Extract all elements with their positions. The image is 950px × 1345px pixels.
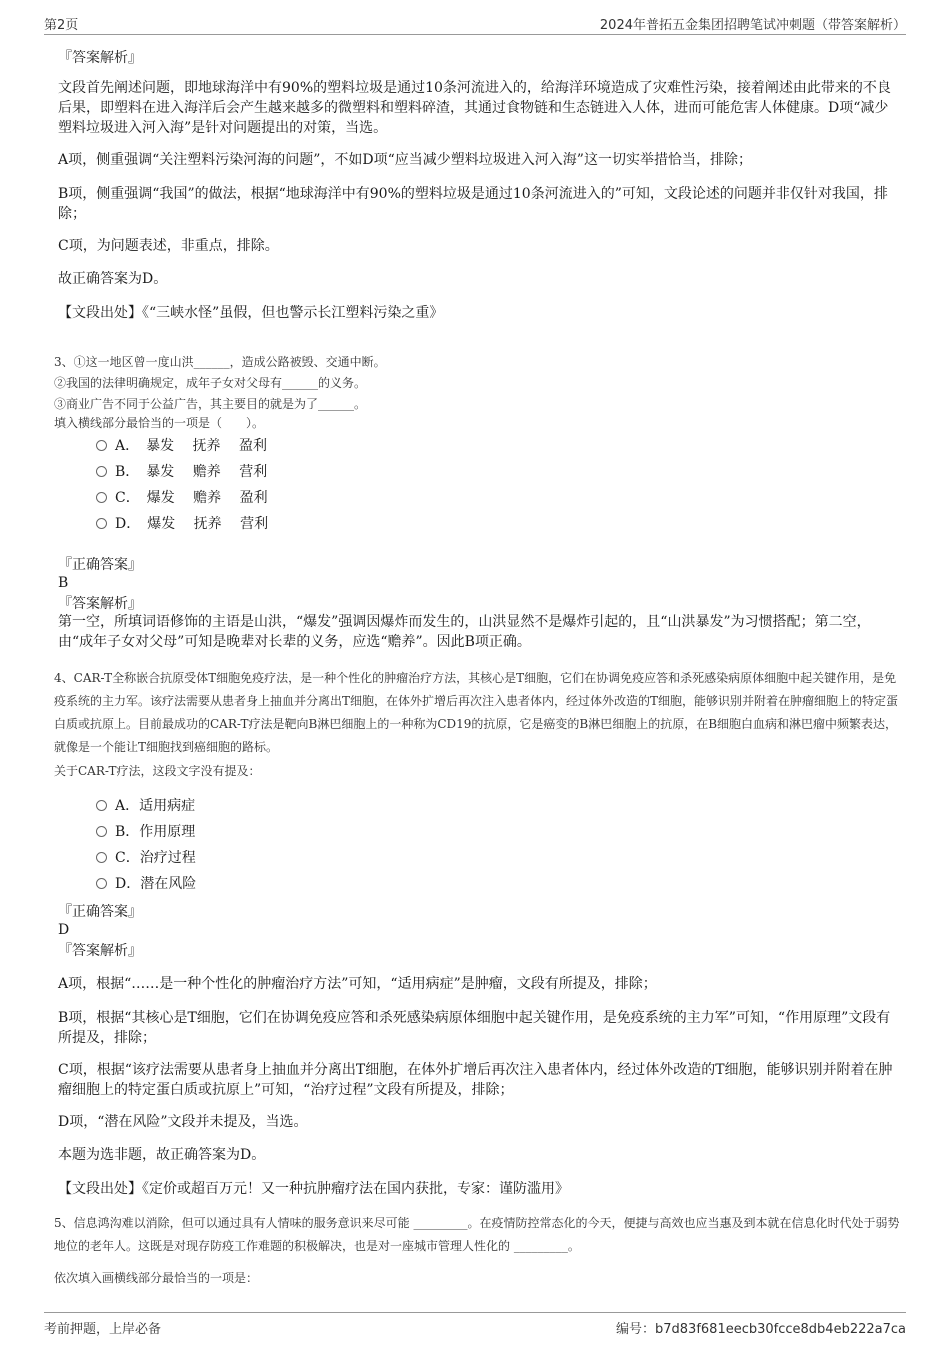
q4-passage: 4、CAR-T全称嵌合抗原受体T细胞免疫疗法，是一种个性化的肿瘤治疗方法，其核心是T细胞，它们在协调免疫应答和杀死感染病原体细胞中起关键作用，是免疫系统的主力军。该疗法需要从患者身上抽血并分离出T细胞，在体外扩增后再次注入患者体内，经过体外改造的T细胞，能够识别并附着在肿瘤细胞上的特定蛋白质或抗原上。目前最成功的CAR-T疗法是靶向B淋巴细胞上的一种称为CD19的抗原，它是癌变的B淋巴细胞上的抗原，在B细胞白血病和淋巴瘤中频繁表达，就像是一个能让T细胞找到癌细胞的路标。: [54, 671, 899, 754]
q2-analysis: 文段首先阐述问题，即地球海洋中有90%的塑料垃圾是通过10条河流进入的，给海洋环境造成了灾难性污染，接着阐述由此带来的不良后果，即塑料在进入海洋后会产生越来越多的微塑料和塑料碎渣，其通过食物链和生态链进入人体，进而可能危害人体健康。D项“减少塑料垃圾进入河入海”是针对问题提出的对策，当选。: [58, 80, 891, 136]
q2-analysis-label: 『答案解析』: [58, 50, 142, 66]
radio-icon[interactable]: [96, 852, 107, 863]
q3-option-a[interactable]: A． 暴发 抚养 盈利: [96, 436, 267, 456]
q2-option-a-analysis: A项，侧重强调“关注塑料污染河海的问题”，不如D项“应当减少塑料垃圾进入河入海”这一切实举措恰当，排除；: [58, 152, 752, 168]
q3-line-1: 3、①这一地区曾一度山洪______，造成公路被毁、交通中断。: [54, 355, 386, 369]
radio-icon[interactable]: [96, 518, 107, 529]
q4-option-d-analysis: D项，“潜在风险”文段并未提及，当选。: [58, 1114, 308, 1130]
q4-source: 【文段出处】《定价或超百万元！又一种抗肿瘤疗法在国内获批，专家：谨防滥用》: [58, 1181, 569, 1197]
q4-correct-answer: D: [58, 922, 70, 938]
radio-icon[interactable]: [96, 878, 107, 889]
q4-option-a[interactable]: A．适用病症: [96, 796, 195, 816]
q4-option-b[interactable]: B．作用原理: [96, 822, 195, 842]
q2-option-b-analysis: B项，侧重强调“我国”的做法，根据“地球海洋中有90%的塑料垃圾是通过10条河流进入的”可知，文段论述的问题并非仅针对我国，排除；: [58, 186, 888, 222]
q3-option-d[interactable]: D． 爆发 抚养 营利: [96, 514, 268, 534]
page-header: [44, 12, 906, 35]
q4-analysis-label: 『答案解析』: [58, 943, 142, 959]
q2-option-c-analysis: C项，为问题表述，非重点，排除。: [58, 238, 279, 254]
page-number: 第2页: [44, 18, 79, 33]
q3-line-3: ③商业广告不同于公益广告，其主要目的就是为了______。: [54, 397, 367, 411]
q5-passage: 5、信息鸿沟难以消除，但可以通过具有人情味的服务意识来尽可能 _________。在疫情防控常态化的今天，便捷与高效也应当惠及到本就在信息化时代处于弱势地位的老年人。这既是对现存防疫工作难题的积极解决，也是对一座城市管理人性化的 _________。: [54, 1216, 900, 1253]
q4-answer: 本题为选非题，故正确答案为D。: [58, 1147, 266, 1163]
q4-option-c[interactable]: C．治疗过程: [96, 848, 196, 868]
q4-question: 关于CAR-T疗法，这段文字没有提及：: [54, 764, 261, 778]
q5-question: 依次填入画横线部分最恰当的一项是：: [54, 1271, 259, 1285]
q4-option-b-analysis: B项，根据“其核心是T细胞，它们在协调免疫应答和杀死感染病原体细胞中起关键作用，是免疫系统的主力军”可知，“作用原理”文段有所提及，排除；: [58, 1010, 891, 1046]
radio-icon[interactable]: [96, 466, 107, 477]
q3-option-c[interactable]: C． 爆发 赡养 盈利: [96, 488, 268, 508]
q3-prompt: 填入横线部分最恰当的一项是（ ）。: [54, 416, 265, 430]
q3-analysis-label: 『答案解析』: [58, 596, 142, 612]
q2-answer: 故正确答案为D。: [58, 271, 168, 287]
radio-icon[interactable]: [96, 800, 107, 811]
q4-option-c-analysis: C项，根据“该疗法需要从患者身上抽血并分离出T细胞，在体外扩增后再次注入患者体内，经过体外改造的T细胞，能够识别并附着在肿瘤细胞上的特定蛋白质或抗原上”可知，“治疗过程”文段有所提及，排除；: [58, 1062, 893, 1098]
radio-icon[interactable]: [96, 440, 107, 451]
q3-correct-label: 『正确答案』: [58, 557, 142, 573]
document-title: 2024年普拓五金集团招聘笔试冲刺题（带答案解析）: [599, 18, 906, 33]
document-id: 编号：b7d83f681eecb30fcce8db4eb222a7ca: [616, 1322, 906, 1337]
q3-correct-answer: B: [58, 575, 69, 591]
q3-analysis: 第一空，所填词语修饰的主语是山洪，“爆发”强调因爆炸而发生的，山洪显然不是爆炸引起的，且“山洪暴发”为习惯搭配；第二空，由“成年子女对父母”可知是晚辈对长辈的义务，应选“赡养”。因此B项正确。: [58, 614, 871, 650]
page-footer: [44, 1312, 906, 1339]
radio-icon[interactable]: [96, 492, 107, 503]
q3-line-2: ②我国的法律明确规定，成年子女对父母有______的义务。: [54, 376, 367, 390]
footer-slogan: 考前押题，上岸必备: [44, 1322, 162, 1337]
q2-source: 【文段出处】《“三峡水怪”虽假，但也警示长江塑料污染之重》: [58, 305, 444, 321]
q3-option-b[interactable]: B． 暴发 赡养 营利: [96, 462, 267, 482]
q4-option-a-analysis: A项，根据“……是一种个性化的肿瘤治疗方法”可知，“适用病症”是肿瘤，文段有所提及，排除；: [58, 976, 657, 992]
q4-option-d[interactable]: D．潜在风险: [96, 874, 196, 894]
q4-correct-label: 『正确答案』: [58, 904, 142, 920]
radio-icon[interactable]: [96, 826, 107, 837]
